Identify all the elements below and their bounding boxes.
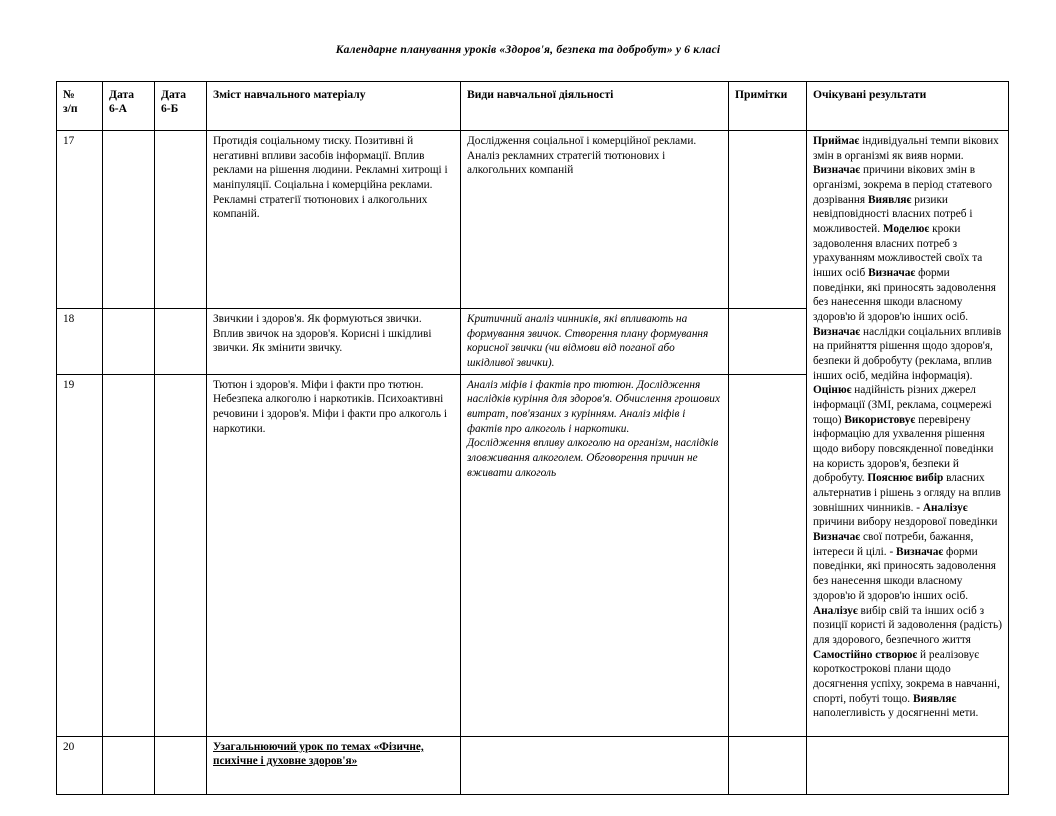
row-date-b[interactable]: [155, 309, 207, 375]
row-expected-results: [807, 131, 1009, 737]
column-header-content: Зміст навчального матеріалу: [207, 82, 461, 131]
result-verb: Визначає: [813, 164, 861, 177]
result-text: форми поведінки, які приносять задоволення без нанесення шкоди власному здоров'ю й здоров'ю інших осіб.: [813, 545, 996, 602]
row-date-a[interactable]: [103, 309, 155, 375]
row-content: Тютюн і здоров'я. Міфи і факти про тютюн. Небезпека алкоголю і наркотиків. Психоактивні речовини і здоров'я. Міфи і факти про алкоголь і наркотики.: [207, 374, 461, 736]
row-date-a[interactable]: [103, 736, 155, 794]
column-header-number-line2: з/п: [63, 102, 78, 116]
row-activity: Критичний аналіз чинників, які впливають на формування звичок. Створення плану формування корисної звички (чи відмови від поганої або шкідливої звички).: [461, 309, 729, 375]
row-content: Протидія соціальному тиску. Позитивні й негативні впливи засобів інформації. Вплив реклами на рішення людини. Рекламні хитрощі і маніпуляції. Соціальна і комерційна реклами. Рекламні стратегії тютюнових і алкогольних компаній.: [207, 131, 461, 309]
column-header-date-a-line1: Дата: [109, 88, 135, 101]
table-row: [57, 131, 1009, 309]
result-text: свої потреби, бажання, інтереси й цілі. -: [813, 531, 974, 558]
result-verb: Визначає: [813, 325, 861, 338]
table-row: [57, 736, 1009, 794]
result-verb: Аналізує: [813, 604, 858, 617]
column-header-date-b-line1: Дата: [161, 88, 187, 101]
calendar-plan-table: [56, 81, 1009, 795]
table-header-row: [57, 82, 1009, 131]
result-text: перевірену інформацію для ухвалення рішення щодо вибору повсякденної поведінки на користь здоров'я, безпеки й добробуту.: [813, 413, 994, 485]
result-verb: Виявляє: [867, 193, 912, 206]
column-header-activity: Види навчальної діяльності: [461, 82, 729, 131]
result-text: наполегливість у досягненні мети.: [813, 707, 979, 720]
row-content: Звичкии і здоров'я. Як формуються звички. Вплив звичок на здоров'я. Корисні і шкідливі звички. Як змінити звичку.: [207, 309, 461, 375]
result-text: власних альтернатив і рішень з огляду на вплив зовнішних чинників. -: [813, 472, 1001, 514]
calendar-plan-table-wrap: [56, 81, 1008, 795]
row-number: 17: [57, 131, 103, 309]
column-header-date-a: [103, 82, 155, 131]
row-activity-part2: Дослідження впливу алкоголю на організм, наслідків зловживання алкоголем. Обговорення причин не вживати алкоголь: [467, 437, 719, 479]
column-header-number-line1: №: [63, 88, 75, 101]
row-notes[interactable]: [729, 736, 807, 794]
result-text: наслідки соціальних впливів на прийняття рішення щодо здоров'я, безпеки й добробуту (реклама, вплив інших осіб, медійна інформація).: [813, 325, 1002, 382]
row-content: Узагальнюючий урок по темах «Фізичне, психічне і духовне здоров'я»: [207, 736, 461, 794]
row-activity-part1: Аналіз міфів і фактів про тютюн. Дослідження наслідків куріння для здоров'я. Обчислення грошових витрат, пов'язаних з курінням. Аналіз міфів і фактів про алкоголь і наркотики.: [467, 378, 720, 435]
result-verb: Пояснює вибір: [867, 472, 944, 485]
result-verb: Самостійно створює: [813, 648, 918, 661]
result-verb: Визначає: [868, 267, 916, 280]
row-number: 20: [57, 736, 103, 794]
column-header-date-b-line2: 6-Б: [161, 102, 179, 116]
row-activity: Дослідження соціальної і комерційної реклами. Аналіз рекламних стратегій тютюнових і алкогольних компаній: [461, 131, 729, 309]
result-text: причини вікових змін в організмі, зокрема в період статевого дозрівання: [813, 164, 993, 206]
row-notes[interactable]: [729, 309, 807, 375]
result-text: й реалізовує короткострокові плани щодо досягнення успіху, зокрема в навчанні, спорті, побуті тощо.: [813, 648, 1000, 705]
column-header-date-a-line2: 6-А: [109, 102, 128, 116]
result-text: індивідуальні темпи вікових змін в організмі як вияв норми.: [813, 135, 999, 162]
result-text: форми поведінки, які приносять задоволення без нанесення шкоди власному здоров'ю й здоров'ю інших осіб.: [813, 267, 996, 324]
row-date-b[interactable]: [155, 131, 207, 309]
result-verb: Визначає: [813, 531, 861, 544]
row-notes[interactable]: [729, 131, 807, 309]
row-date-b[interactable]: [155, 374, 207, 736]
row-activity: [461, 374, 729, 736]
row-expected-results[interactable]: [807, 736, 1009, 794]
result-verb: Оцінює: [813, 384, 852, 397]
column-header-number: [57, 82, 103, 131]
row-date-a[interactable]: [103, 131, 155, 309]
result-text: кроки задоволення власних потреб з урахуванням можливостей своїх та інших осіб: [813, 223, 983, 280]
column-header-notes: Примітки: [729, 82, 807, 131]
result-text: ризики невідповідності власних потреб і можливостей.: [813, 193, 973, 236]
column-header-date-b: [155, 82, 207, 131]
row-notes[interactable]: [729, 374, 807, 736]
result-verb: Використовує: [844, 413, 916, 426]
row-activity: [461, 736, 729, 794]
row-date-b[interactable]: [155, 736, 207, 794]
result-text: причини вибору нездорової поведінки: [813, 516, 998, 529]
result-verb: Визначає: [896, 545, 944, 558]
result-verb: Аналізує: [922, 501, 968, 514]
column-header-results: Очікувані результати: [807, 82, 1009, 131]
row-number: 19: [57, 374, 103, 736]
result-text: вибір свій та інших осіб з позиції користі й задоволення (радість) для здорового, безпечного життя: [813, 604, 1002, 646]
row-date-a[interactable]: [103, 374, 155, 736]
result-text: надійність різних джерел інформації (ЗМІ, реклама, соцмережі тощо): [813, 384, 992, 426]
result-verb: Виявляє: [912, 692, 957, 705]
page-title: Календарне планування уроків «Здоров'я, безпека та добробут» у 6 класі: [335, 44, 721, 56]
row-number: 18: [57, 309, 103, 375]
result-verb: Моделює: [882, 223, 930, 236]
result-verb: Приймає: [813, 135, 860, 147]
